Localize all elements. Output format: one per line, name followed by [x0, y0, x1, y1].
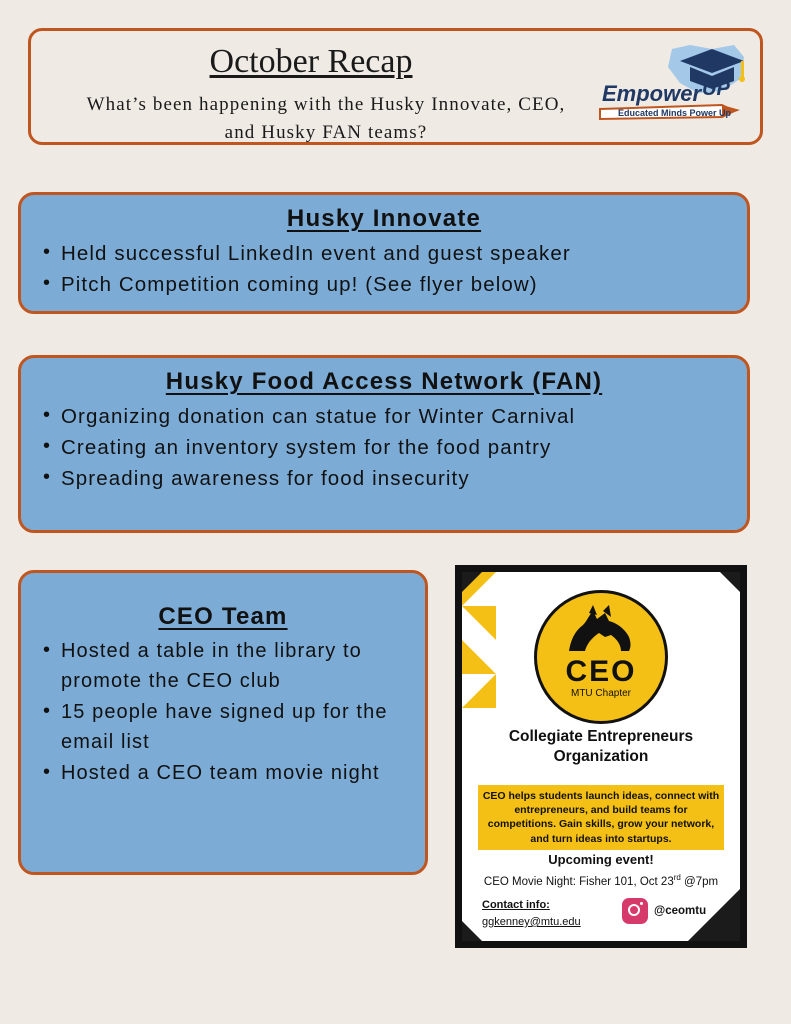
flyer-org-name: Collegiate Entrepreneurs Organization — [508, 728, 694, 766]
page-subtitle: What’s been happening with the Husky Innovate, CEO, and Husky FAN teams? — [86, 94, 566, 143]
flyer-corner-bottom-right — [462, 674, 496, 708]
ceo-chapter-label: MTU Chapter — [570, 688, 631, 699]
list-item: • Spreading awareness for food insecurity — [61, 464, 733, 493]
section-bullets-ceo-team — [21, 637, 425, 789]
husky-wolf-icon — [559, 601, 643, 662]
flyer-accent-top-left — [462, 572, 482, 592]
svg-text:Empower: Empower — [602, 81, 702, 106]
flyer-event-details — [462, 873, 740, 888]
section-title-ceo-team: CEO Team — [158, 603, 288, 630]
flyer-accent-top-right — [720, 572, 740, 592]
flyer-upcoming-label: Upcoming event! — [548, 852, 654, 867]
ceo-logo-badge — [534, 590, 668, 724]
list-item: • 15 people have signed up for the email list — [61, 698, 411, 757]
section-bullets-husky-fan — [21, 402, 747, 493]
flyer-accent-bottom-left — [462, 921, 482, 941]
svg-text:UP: UP — [702, 78, 730, 100]
instagram-icon — [622, 898, 648, 924]
section-title-husky-fan: Husky Food Access Network (FAN) — [165, 368, 603, 395]
list-item: • Hosted a CEO team movie night — [61, 759, 411, 789]
ceo-flyer — [455, 565, 747, 948]
flyer-blurb: CEO helps students launch ideas, connect with entrepreneurs, and build teams for competitions. Gain skills, grow your network, and turn ideas into startups. — [478, 785, 724, 850]
section-card-ceo-team — [18, 570, 428, 875]
page-title: October Recap — [209, 43, 413, 80]
ceo-flyer-inner — [462, 572, 740, 941]
flyer-corner-bottom-left — [462, 640, 496, 674]
section-title-husky-innovate: Husky Innovate — [286, 205, 482, 232]
instagram-handle: @ceomtu — [654, 905, 707, 917]
list-item: • Hosted a table in the library to promote the CEO club — [61, 637, 411, 696]
list-item: • Organizing donation can statue for Winter Carnival — [61, 402, 733, 431]
flyer-corner-top-right — [462, 606, 496, 640]
header-card — [28, 28, 763, 145]
section-card-husky-fan — [18, 355, 750, 533]
empower-up-logo — [594, 39, 746, 135]
list-item: • Creating an inventory system for the food pantry — [61, 433, 733, 462]
section-card-husky-innovate — [18, 192, 750, 314]
list-item: • Pitch Competition coming up! (See flyer below) — [61, 270, 733, 299]
svg-text:Educated Minds Power Up: Educated Minds Power Up — [618, 108, 732, 118]
list-item: • Held successful LinkedIn event and guest speaker — [61, 239, 733, 268]
flyer-event-text-before: CEO Movie Night: Fisher 101, Oct 23 — [483, 875, 674, 888]
section-bullets-husky-innovate — [21, 239, 747, 299]
flyer-contact-label: Contact info: — [482, 899, 550, 911]
ceo-acronym: CEO — [565, 655, 637, 688]
flyer-event-text-after: @7pm — [680, 875, 719, 888]
flyer-instagram[interactable] — [622, 898, 706, 924]
flyer-event-ordinal: rd — [673, 873, 681, 882]
flyer-contact-email[interactable]: ggkenney@mtu.edu — [482, 916, 581, 928]
